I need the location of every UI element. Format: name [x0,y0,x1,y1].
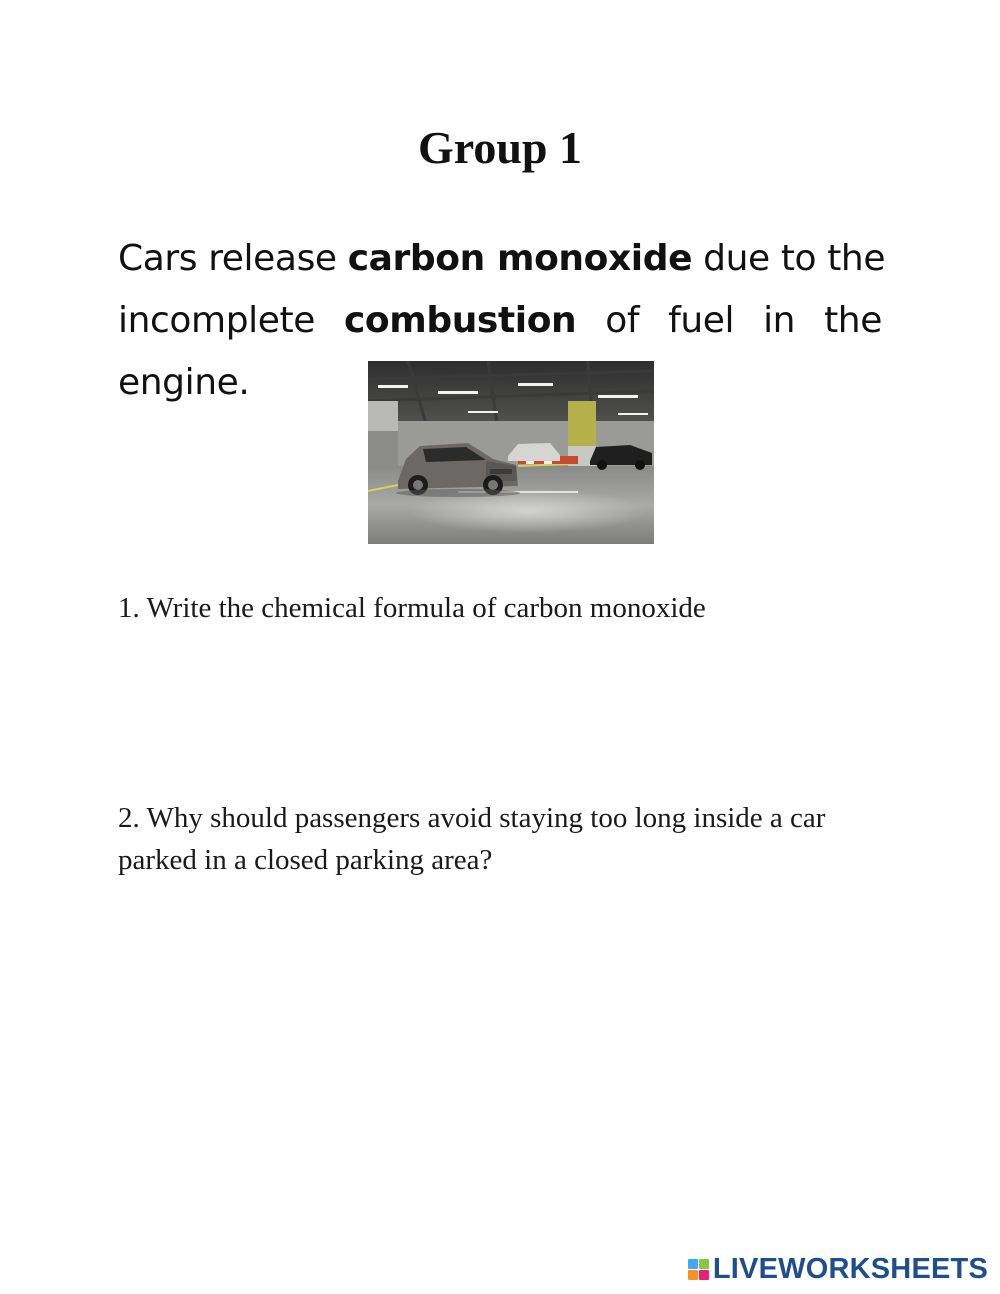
intro-text: Cars release [118,238,348,279]
intro-word: in [763,300,796,341]
question-1: 1. Write the chemical formula of carbon monoxide [118,592,706,624]
liveworksheets-logo [688,1253,988,1286]
intro-word: fuel [668,300,735,341]
intro-line-2 [118,290,882,352]
parking-garage-photo [368,361,654,544]
intro-word: the [824,300,882,341]
intro-keyword-carbon-monoxide: carbon monoxide [347,238,693,279]
intro-line-3: engine. [118,362,250,403]
intro-line-1 [118,228,886,290]
intro-text: due to the [692,238,886,279]
question-2: 2. Why should passengers avoid staying too long inside a car parked in a closed parking area? [118,802,826,876]
liveworksheets-logo-text: LIVEWORKSHEETS [712,1253,988,1285]
intro-word: of [605,300,640,341]
intro-word: incomplete [118,300,315,341]
intro-keyword-combustion: combustion [343,300,577,341]
liveworksheets-logo-icon [688,1259,709,1280]
page-title: Group 1 [417,122,583,173]
